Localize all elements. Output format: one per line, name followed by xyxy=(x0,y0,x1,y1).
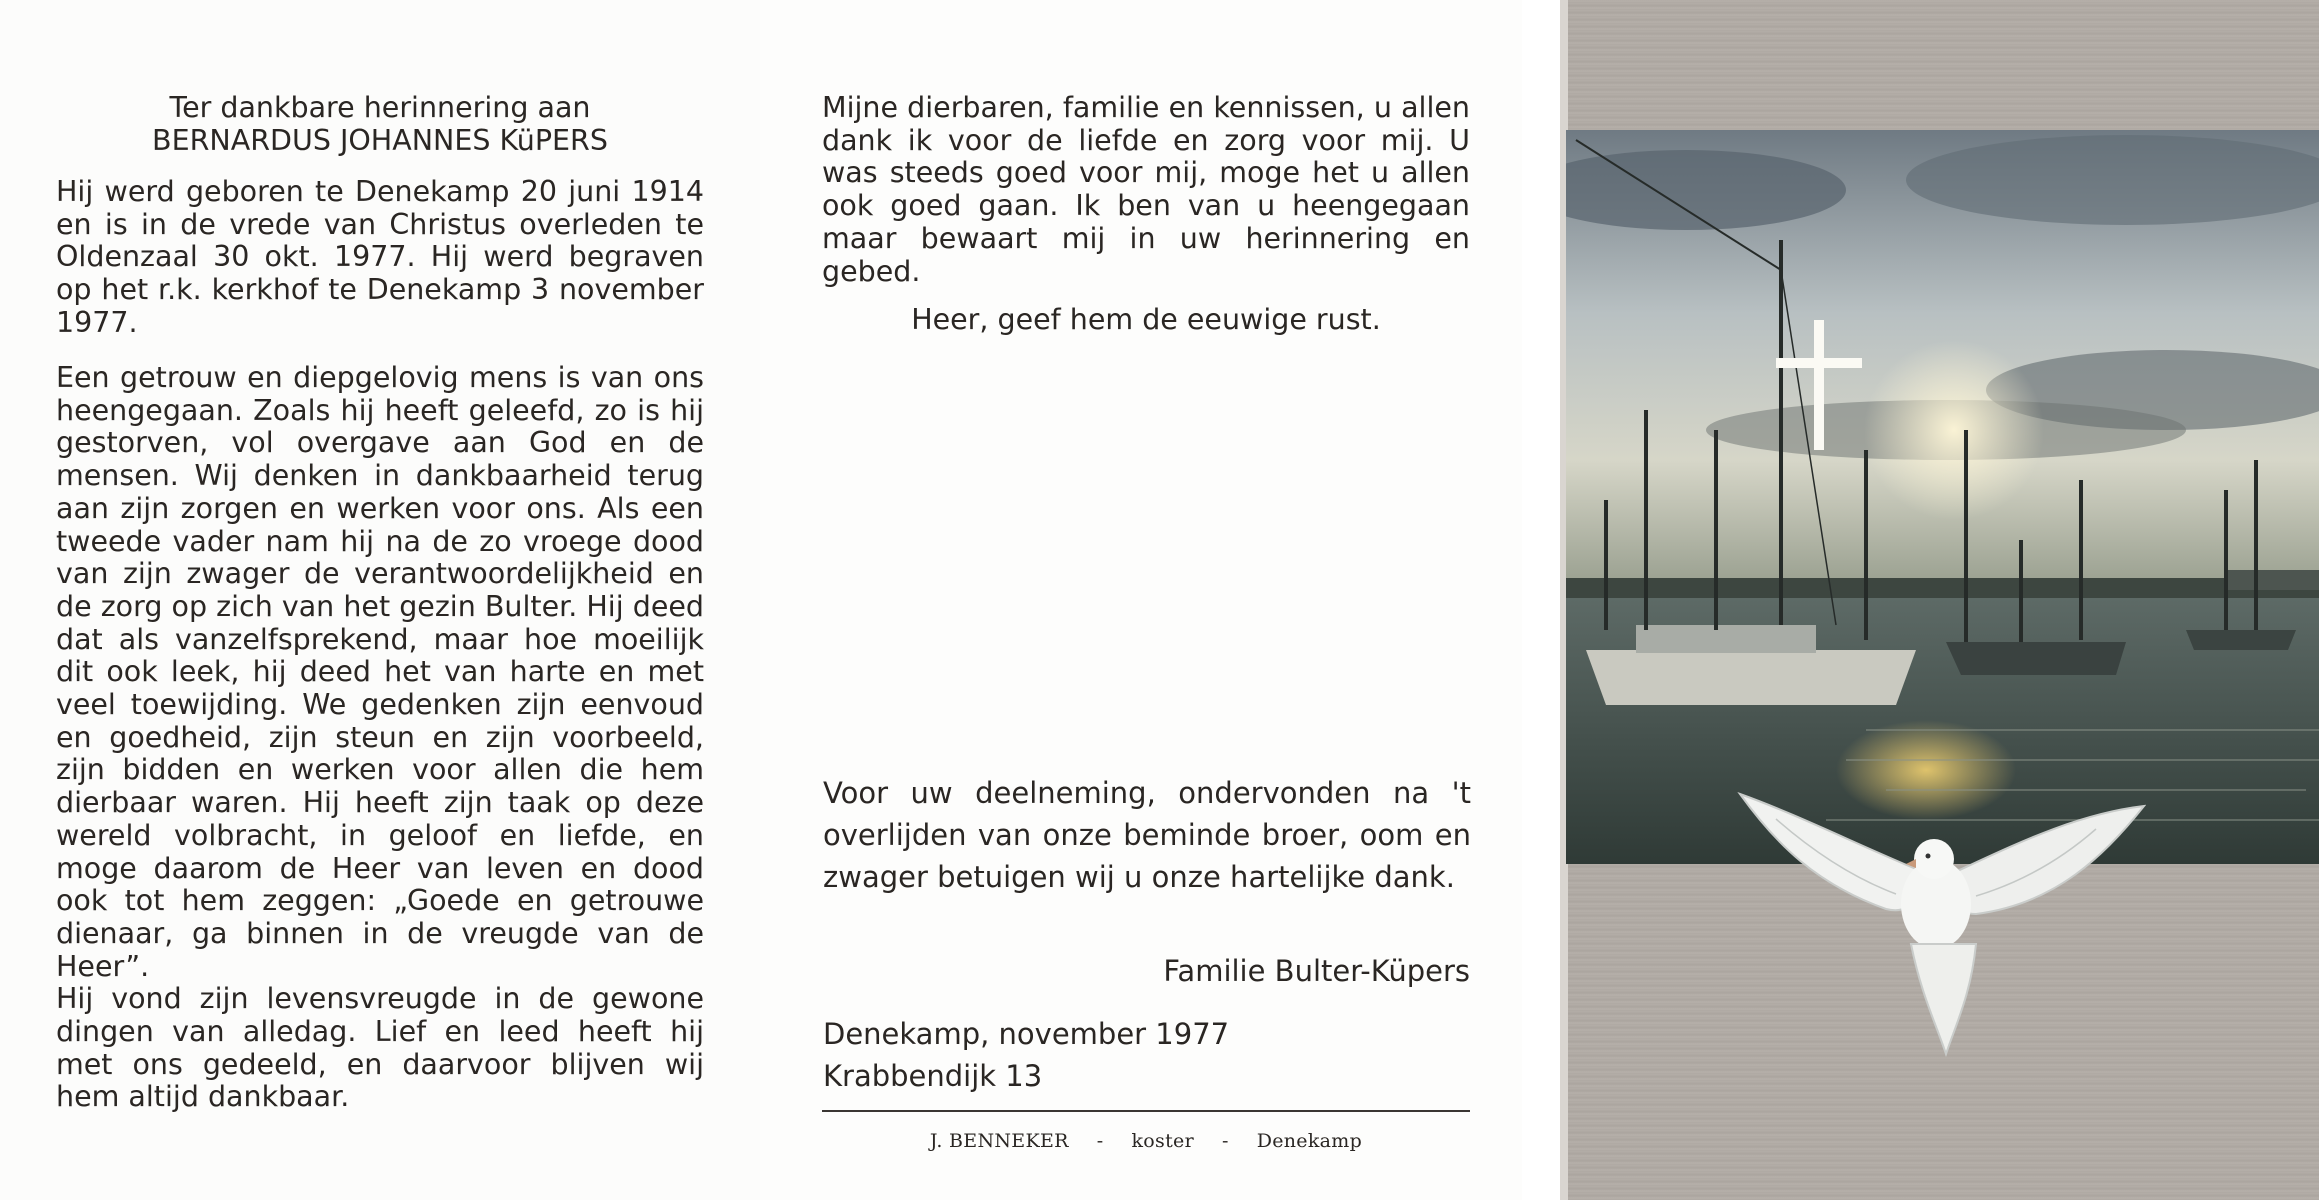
dove-icon xyxy=(1736,784,2146,1064)
printer-sep-1: - xyxy=(1096,1130,1104,1152)
family-signature: Familie Bulter-Küpers xyxy=(1163,954,1470,988)
printer-credit xyxy=(822,1130,1470,1152)
printer-role: koster xyxy=(1131,1130,1194,1152)
printer-town: Denekamp xyxy=(1256,1130,1363,1152)
farewell-text: Mijne dierbaren, familie en kennissen, u allen dank ik voor de liefde en zorg voor mij. U was steeds goed voor mij, moge het u allen ook goed gaan. Ik ben van u heengegaan maar bewaart mij in uw herinnering en gebed. xyxy=(822,91,1470,288)
printer-sep-2: - xyxy=(1221,1130,1229,1152)
divider-line xyxy=(822,1110,1470,1112)
printer-name: J. BENNEKER xyxy=(929,1130,1069,1152)
memorial-paragraph-1: Een getrouw en diepgelovig mens is van ons heengegaan. Zoals hij heeft geleefd, zo is hij gestorven, vol overgave aan God en de mensen. Wij denken in dankbaarheid terug aan zijn zorgen en werken voor ons. Als een tweede vader nam hij na de zo vroege dood van zijn zwager de verantwoordelijkheid en de zorg op zich van het gezin Bulter. Hij deed dat als vanzelfsprekend, maar hoe moeilijk dit ook leek, hij deed het van harte en met veel toewijding. We gedenken zijn eenvoud en goedheid, zijn steun en zijn voorbeeld, zijn bidden en werken voor allen die hem dierbaar waren. Hij heeft zijn taak op deze wereld volbracht, in geloof en liefde, en moge daarom de Heer van leven en dood ook tot hem zeggen: „Goede en getrouwe dienaar, ga binnen in de vreugde van de Heer”. xyxy=(56,361,704,983)
harbour-photo xyxy=(1566,130,2319,864)
card-title xyxy=(55,92,705,157)
prayer-line: Heer, geef hem de eeuwige rust. xyxy=(911,303,1381,336)
title-line-1: Ter dankbare herinnering aan xyxy=(169,91,591,124)
address: Krabbendijk 13 xyxy=(823,1059,1043,1093)
memorial-paragraph-2: Hij vond zijn levensvreugde in de gewone dingen van alledag. Lief en leed heeft hij met ons gedeeld, en daarvoor blijven wij hem altijd dankbaar. xyxy=(56,982,704,1114)
deceased-name: BERNARDUS JOHANNES KüPERS xyxy=(152,123,608,157)
place-block xyxy=(823,1013,1470,1097)
cross-icon xyxy=(1814,320,1824,450)
memorial-text xyxy=(56,362,704,1114)
birth-death-text: Hij werd geboren te Denekamp 20 juni 1914 en is in de vrede van Christus overleden te Oldenzaal 30 okt. 1977. Hij werd begraven op het r.k. kerkhof te Denekamp 3 november 1977. xyxy=(56,175,704,339)
place-date: Denekamp, november 1977 xyxy=(823,1017,1230,1051)
thanks-text: Voor uw deelneming, ondervonden na 't overlijden van onze beminde broer, oom en zwager betuigen wij u onze hartelijke dank. xyxy=(823,776,1471,894)
